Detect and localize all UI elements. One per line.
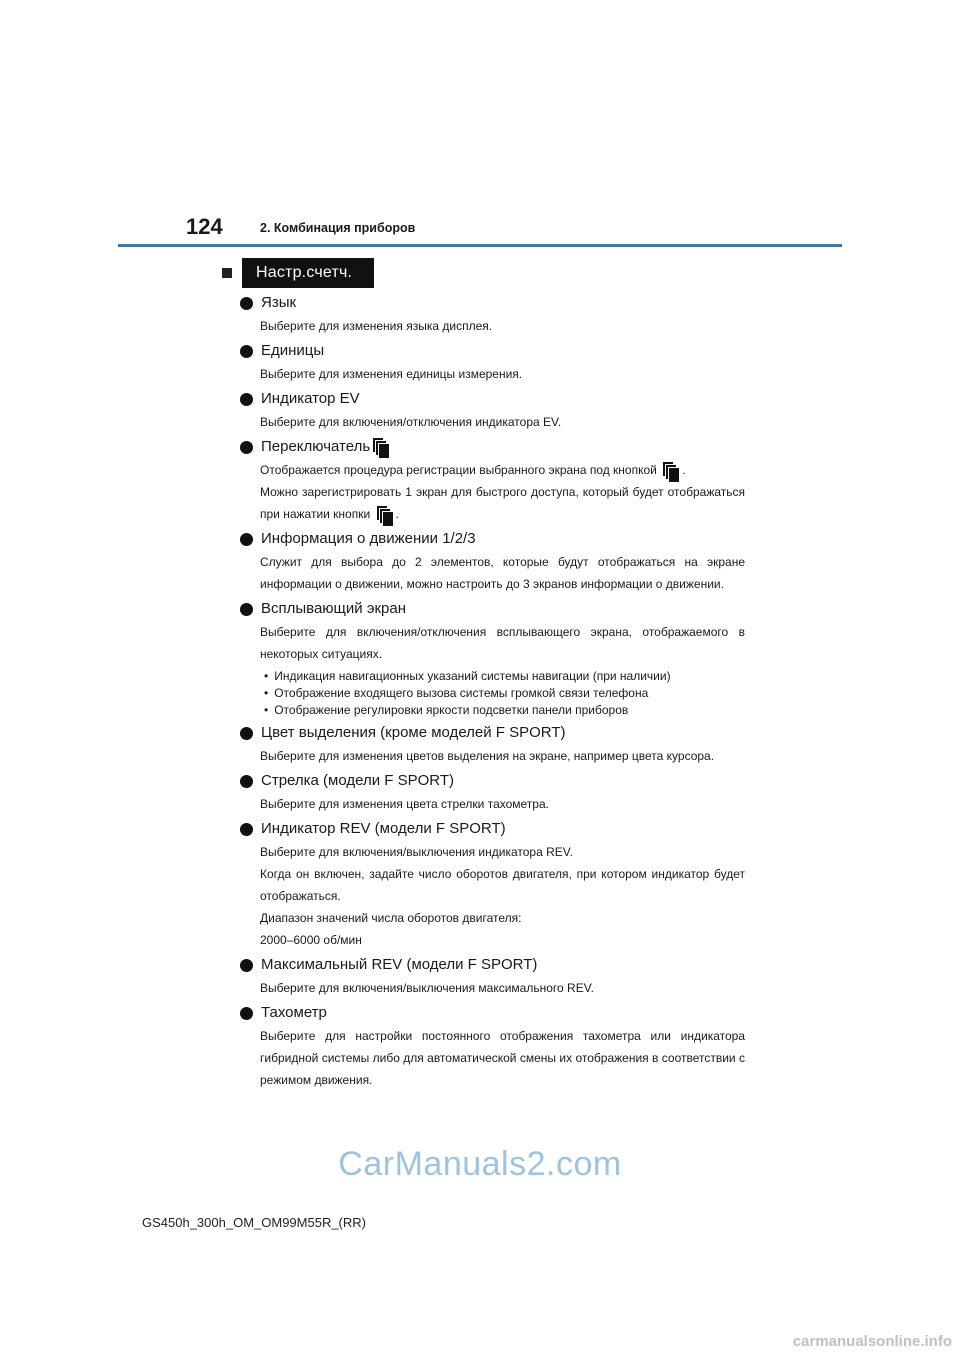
item-title: Информация о движении 1/2/3 (261, 530, 476, 547)
item-description: Выберите для включения/выключения максимального REV. (260, 981, 594, 995)
bullet-icon (240, 441, 253, 454)
stacked-screens-icon (662, 461, 680, 481)
item-description: Выберите для изменения единицы измерения. (260, 367, 523, 381)
watermark: CarManuals2.com (338, 1145, 622, 1183)
item-description: Выберите для изменения цветов выделения на экране, например цвета курсора. (260, 749, 715, 763)
item-title: Язык (261, 294, 297, 311)
list-item (240, 436, 745, 525)
bullet-icon (240, 727, 253, 740)
bullet-icon (240, 603, 253, 616)
square-marker-icon (222, 268, 232, 278)
header-rule (118, 244, 842, 247)
document-code: GS450h_300h_OM_OM99M55R_(RR) (142, 1215, 366, 1230)
page-header (0, 0, 960, 250)
list-item (240, 388, 745, 433)
item-description: Служит для выбора до 2 элементов, которые будут отображаться на экране информации о движении, можно настроить до 3 экранов информации о движении. (260, 555, 745, 591)
chapter-title: 2. Комбинация приборов (260, 221, 416, 235)
item-title: Всплывающий экран (261, 600, 407, 617)
bullet-icon (240, 959, 253, 972)
item-description: Выберите для включения/выключения индикатора REV. Когда он включен, задайте число оборотов двигателя, при котором индикатор будет отображаться. Диапазон значений числа оборотов двигателя: 2000–6000 об/мин (260, 845, 745, 947)
bullet-icon (240, 533, 253, 546)
section-heading (222, 258, 374, 288)
sub-list-item: • Отображение регулировки яркости подсветки панели приборов (264, 702, 745, 719)
list-item (240, 770, 745, 815)
list-item (240, 598, 745, 719)
bullet-icon (240, 823, 253, 836)
list-item (240, 292, 745, 337)
item-description: Выберите для изменения языка дисплея. (260, 319, 493, 333)
list-item (240, 340, 745, 385)
list-item (240, 1002, 745, 1091)
bullet-icon (240, 393, 253, 406)
item-title: Цвет выделения (кроме моделей F SPORT) (261, 724, 566, 741)
settings-list (240, 292, 745, 1094)
brand-watermark: carmanualsonline.info (792, 1333, 952, 1350)
item-title: Переключатель (261, 438, 371, 455)
bullet-icon (240, 297, 253, 310)
item-title: Единицы (261, 342, 325, 359)
item-description: Выберите для изменения цвета стрелки тахометра. (260, 797, 549, 811)
list-item (240, 722, 745, 767)
item-title: Максимальный REV (модели F SPORT) (261, 956, 538, 973)
sub-list (240, 668, 745, 719)
item-title: Тахометр (261, 1004, 327, 1021)
item-description: Отображается процедура регистрации выбранного экрана под кнопкой . Можно зарегистрировать 1 экран для быстрого доступа, который будет отображаться при нажатии кнопки . (240, 459, 745, 525)
sub-list-item: • Отображение входящего вызова системы громкой связи телефона (264, 685, 745, 702)
page-number: 124 (186, 214, 223, 239)
item-description: Выберите для включения/отключения всплывающего экрана, отображаемого в некоторых ситуациях. (260, 625, 745, 661)
item-description: Выберите для настройки постоянного отображения тахометра или индикатора гибридной системы либо для автоматической смены их отображения в соответствии с режимом движения. (260, 1029, 745, 1087)
bullet-icon (240, 1007, 253, 1020)
item-title: Индикатор REV (модели F SPORT) (261, 820, 506, 837)
stacked-screens-icon (372, 437, 390, 457)
item-title: Стрелка (модели F SPORT) (261, 772, 454, 789)
stacked-screens-icon (376, 505, 394, 525)
list-item (240, 954, 745, 999)
section-title: Настр.счетч. (242, 258, 374, 288)
list-item (240, 818, 745, 951)
item-title: Индикатор EV (261, 390, 360, 407)
bullet-icon (240, 345, 253, 358)
bullet-icon (240, 775, 253, 788)
item-description: Выберите для включения/отключения индикатора EV. (260, 415, 562, 429)
list-item (240, 528, 745, 595)
sub-list-item: • Индикация навигационных указаний системы навигации (при наличии) (264, 668, 745, 685)
